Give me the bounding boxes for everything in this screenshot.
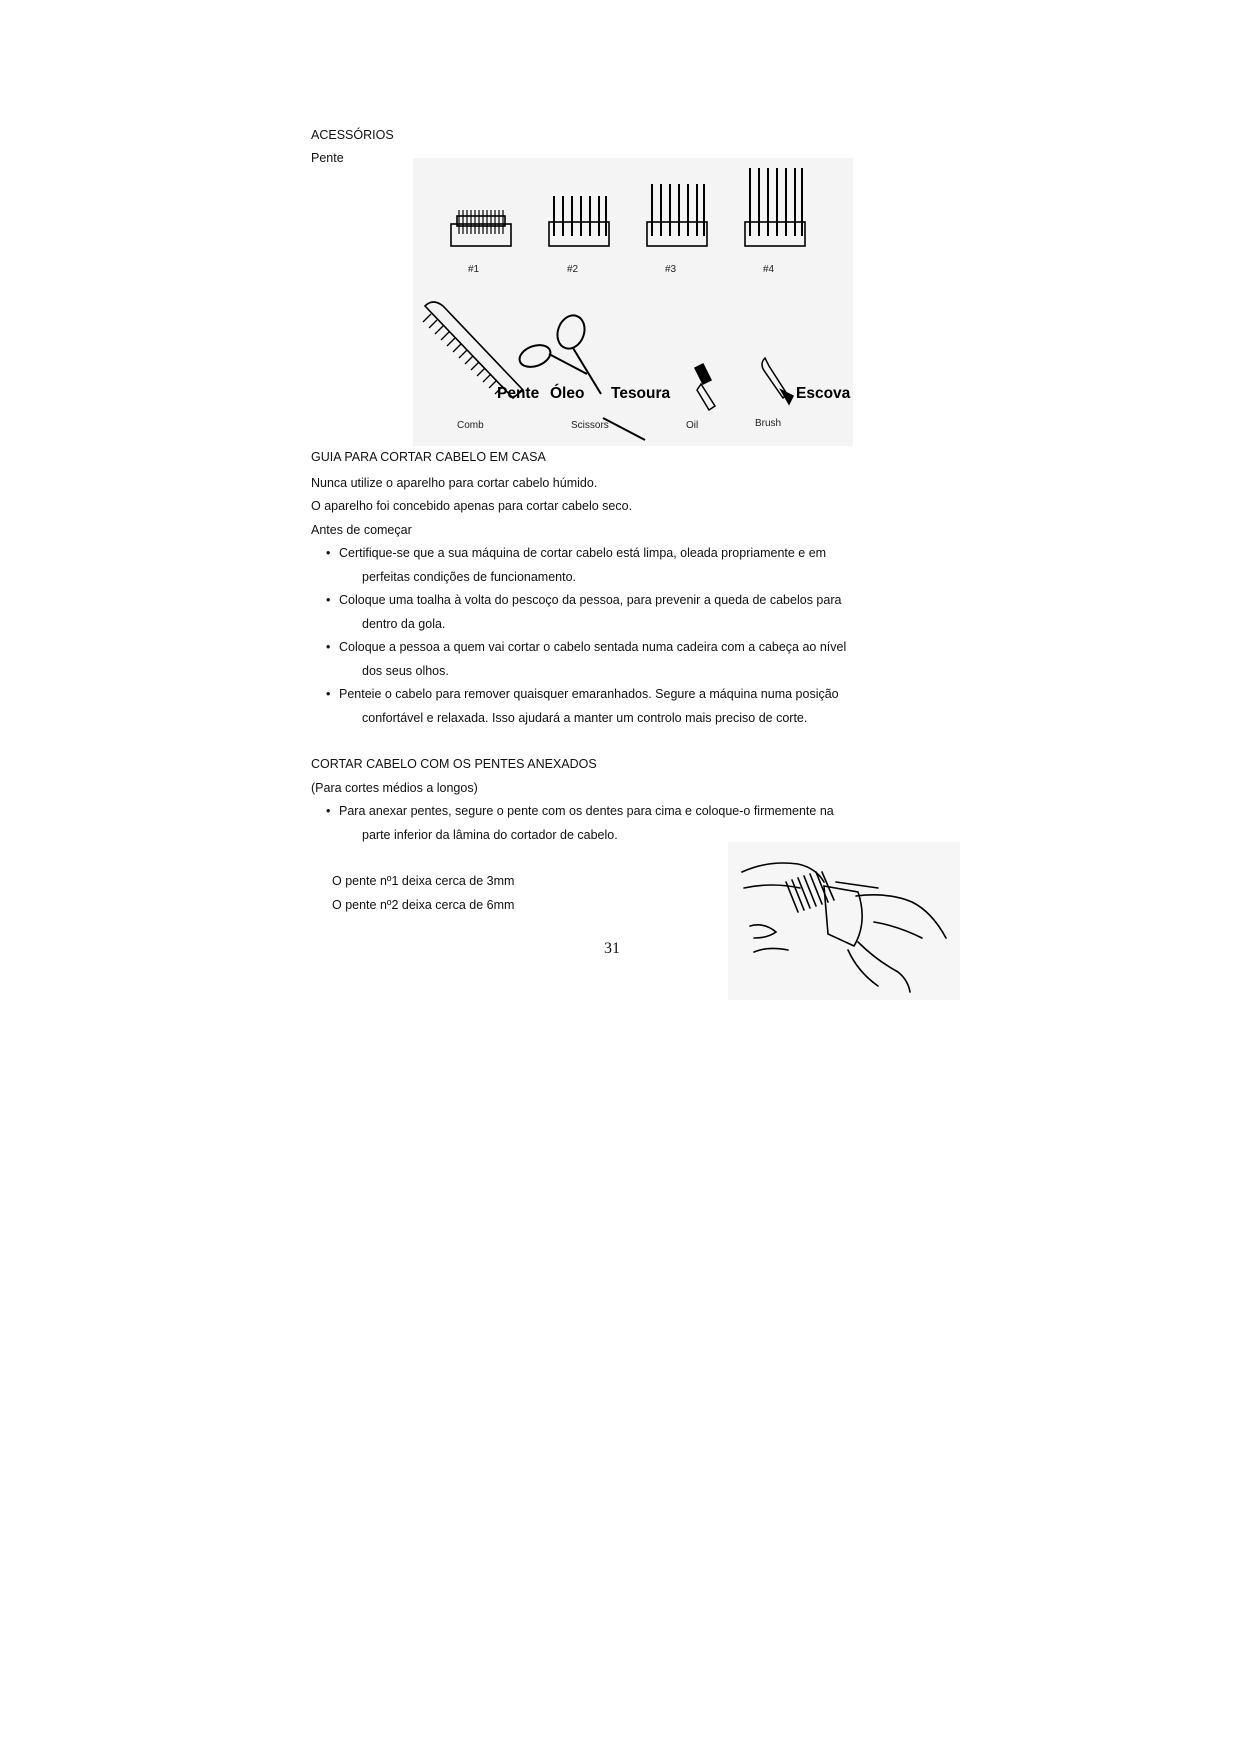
label-oil: Oil [686, 420, 699, 431]
clipper-figure [728, 842, 960, 1000]
comb-number-1: #1 [468, 264, 480, 275]
comb-note-1: O pente nº1 deixa cerca de 3mm [332, 874, 515, 888]
comb-number-3: #3 [665, 264, 677, 275]
guide-line-2: O aparelho foi concebido apenas para cortar cabelo seco. [311, 499, 633, 513]
guide-bullet-4-line-2: confortável e relaxada. Isso ajudará a manter um controlo mais preciso de corte. [362, 711, 808, 725]
guide-bullet-1-line-2: perfeitas condições de funcionamento. [362, 570, 577, 584]
bullet-icon: • [326, 804, 331, 818]
attached-subheading: (Para cortes médios a longos) [311, 781, 478, 795]
comb-number-4: #4 [763, 264, 775, 275]
hand-clipper-illustration [728, 842, 960, 1000]
comb-note-2: O pente nº2 deixa cerca de 6mm [332, 898, 515, 912]
bullet-icon: • [326, 687, 331, 701]
guide-line-3: Antes de começar [311, 523, 412, 537]
guide-line-1: Nunca utilize o aparelho para cortar cabelo húmido. [311, 476, 598, 490]
guide-bullet-1-line-1: Certifique-se que a sua máquina de cortar cabelo está limpa, oleada propriamente e em [339, 546, 827, 560]
label-pente: Pente [497, 385, 540, 402]
attached-bullet-line-1: Para anexar pentes, segure o pente com os dentes para cima e coloque-o firmemente na [339, 804, 834, 818]
guide-bullet-2-line-2: dentro da gola. [362, 617, 446, 631]
guide-bullet-2-line-1: Coloque uma toalha à volta do pescoço da pessoa, para prevenir a queda de cabelos para [339, 593, 842, 607]
label-tesoura: Tesoura [611, 385, 671, 402]
attached-bullet-line-2: parte inferior da lâmina do cortador de cabelo. [362, 828, 618, 842]
label-brush: Brush [755, 418, 782, 429]
accessories-heading: ACESSÓRIOS [311, 128, 394, 142]
guide-bullet-4-line-1: Penteie o cabelo para remover quaisquer emaranhados. Segure a máquina numa posição [339, 687, 839, 701]
guide-bullet-3-line-2: dos seus olhos. [362, 664, 449, 678]
label-scissors: Scissors [571, 420, 609, 431]
attached-heading: CORTAR CABELO COM OS PENTES ANEXADOS [311, 757, 597, 771]
guide-bullet-3-line-1: Coloque a pessoa a quem vai cortar o cabelo sentada numa cadeira com a cabeça ao nível [339, 640, 847, 654]
bullet-icon: • [326, 640, 331, 654]
label-escova: Escova [796, 385, 851, 402]
page-number: 31 [604, 940, 620, 957]
comb-number-2: #2 [567, 264, 579, 275]
label-oleo: Óleo [550, 385, 585, 402]
guide-heading: GUIA PARA CORTAR CABELO EM CASA [311, 450, 546, 464]
accessories-comb-label: Pente [311, 151, 344, 165]
bullet-icon: • [326, 593, 331, 607]
bullet-icon: • [326, 546, 331, 560]
accessories-figure [413, 158, 853, 446]
label-comb: Comb [457, 420, 484, 431]
